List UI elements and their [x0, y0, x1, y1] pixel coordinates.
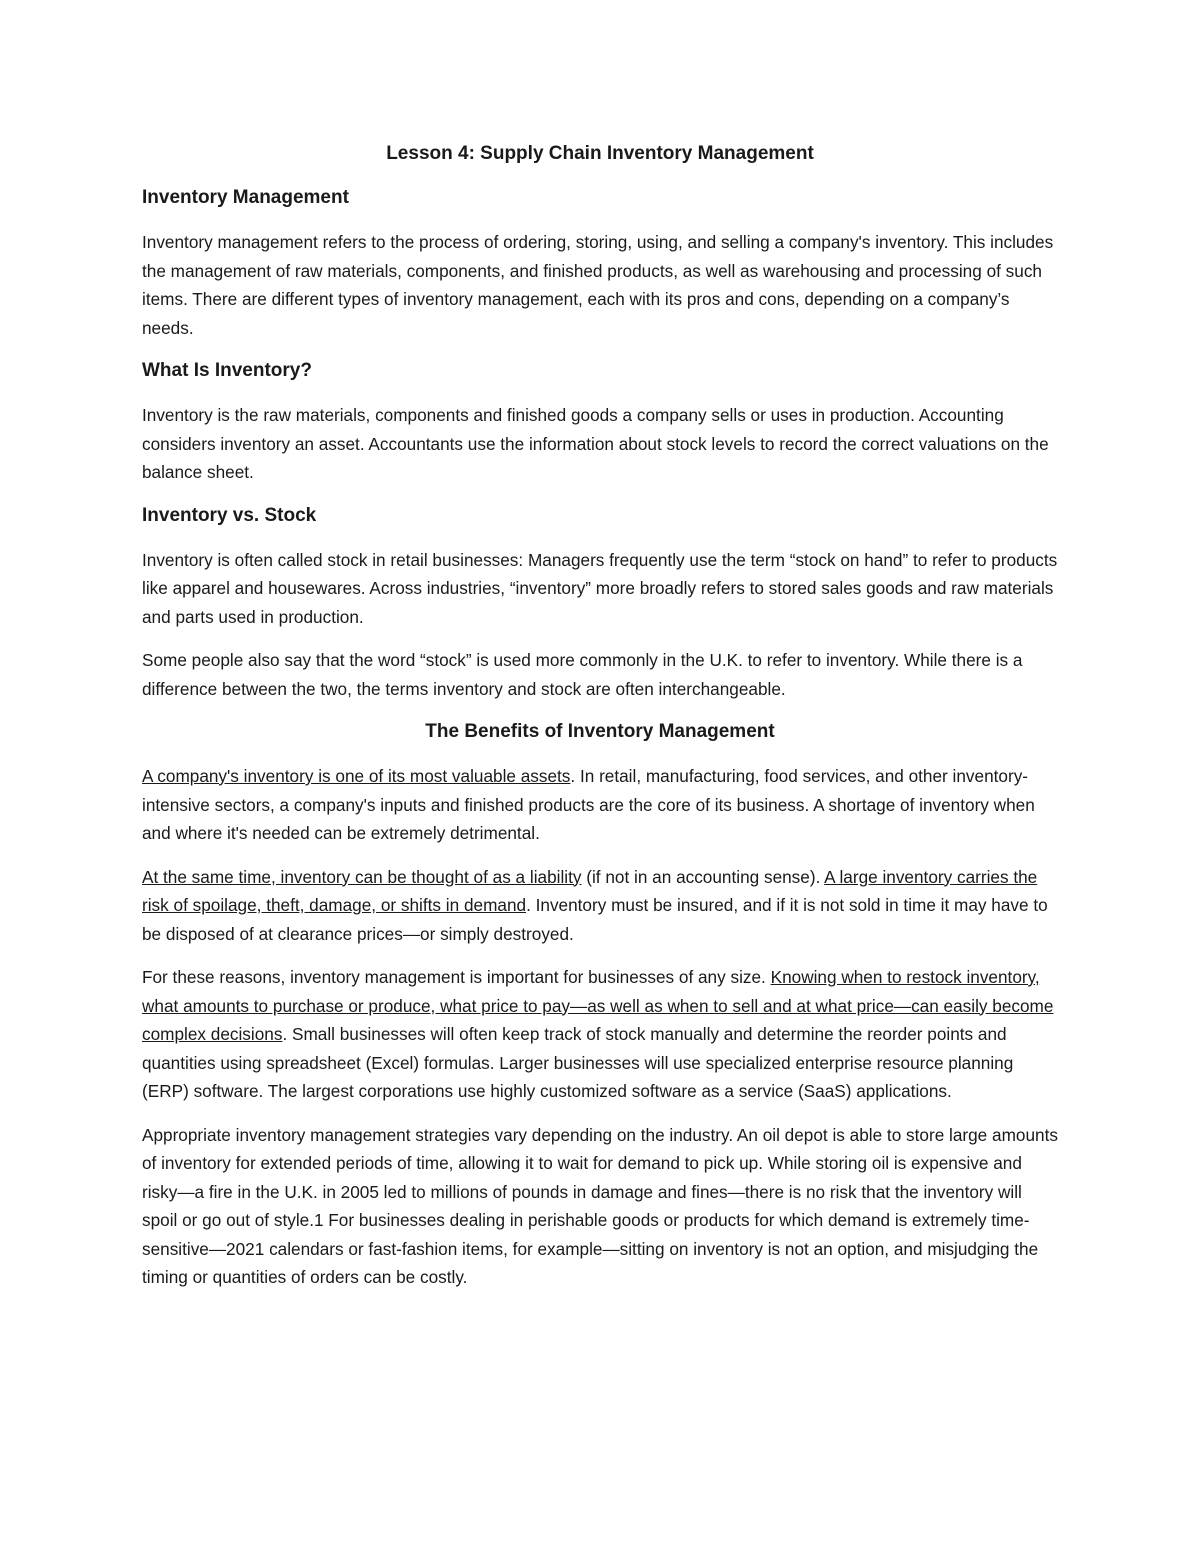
paragraph-text: . Small businesses will often keep track of stock manually and determine the reorder points and quantities using spreadsheet (Excel) formulas. Larger businesses will use specialized enterprise resource planning (ERP) software. The largest corporations use highly customized software as a service (SaaS) applications. — [142, 1024, 1014, 1101]
underlined-text: Knowing when to restock inventory, what amounts to purchase or produce, what price to pay—as well as when to sell and at what price—can easily become complex decisions — [142, 967, 1054, 1044]
underlined-text: At the same time, inventory can be thought of as a liability — [142, 866, 582, 887]
paragraph-text: For these reasons, inventory management is important for businesses of any size. — [142, 967, 771, 987]
paragraph-text: . Inventory must be insured, and if it is not sold in time it may have to be disposed of at clearance prices—or simply destroyed. — [142, 895, 1048, 944]
paragraph-benefits-2 — [142, 863, 1058, 949]
paragraph-benefits-3 — [142, 963, 1058, 1106]
paragraph-text: (if not in an accounting sense). — [581, 866, 825, 887]
heading-benefits: The Benefits of Inventory Management — [425, 721, 775, 742]
heading-inventory-management: Inventory Management — [142, 187, 349, 208]
paragraph-what-is-inventory: Inventory is the raw materials, components and finished goods a company sells or uses in production. Accounting considers inventory an asset. Accountants use the information about stock levels to record the correct valuations on the balance sheet. — [142, 405, 1049, 482]
underlined-text: A company's inventory is one of its most valuable assets — [142, 766, 571, 786]
document-title: Lesson 4: Supply Chain Inventory Management — [386, 143, 814, 164]
paragraph-benefits-1 — [142, 762, 1058, 848]
paragraph-benefits-4: Appropriate inventory management strategies vary depending on the industry. An oil depot is able to store large amounts of inventory for extended periods of time, allowing it to wait for demand to pick up. While storing oil is expensive and risky—a fire in the U.K. in 2005 led to millions of pounds in damage and fines—there is no risk that the inventory will spoil or go out of style.1 For businesses dealing in perishable goods or products for which demand is extremely time-sensitive—2021 calendars or fast-fashion items, for example—sitting on inventory is not an option, and misjudging the timing or quantities of orders can be costly. — [142, 1124, 1058, 1287]
underlined-text: A large inventory carries the risk of spoilage, theft, damage, or shifts in demand — [142, 866, 1038, 915]
heading-what-is-inventory: What Is Inventory? — [142, 360, 312, 381]
paragraph-inventory-vs-stock-1: Inventory is often called stock in retail businesses: Managers frequently use the term “stock on hand” to refer to products like apparel and housewares. Across industries, “inventory” more broadly refers to stored sales goods and raw materials and parts used in production. — [142, 549, 1058, 627]
document-page — [142, 140, 1058, 1307]
paragraph-inventory-management: Inventory management refers to the process of ordering, storing, using, and selling a company's inventory. This includes the management of raw materials, components, and finished products, as well as warehousing and processing of such items. There are different types of inventory management, each with its pros and cons, depending on a company’s needs. — [142, 232, 1054, 338]
paragraph-text: . In retail, manufacturing, food services, and other inventory-intensive sectors, a company's inputs and finished products are the core of its business. A shortage of inventory when and where it's needed can be extremely detrimental. — [142, 766, 1035, 843]
paragraph-inventory-vs-stock-2: Some people also say that the word “stock” is used more commonly in the U.K. to refer to inventory. While there is a difference between the two, the terms inventory and stock are often interchangeable. — [142, 650, 1023, 699]
heading-inventory-vs-stock: Inventory vs. Stock — [142, 504, 317, 526]
